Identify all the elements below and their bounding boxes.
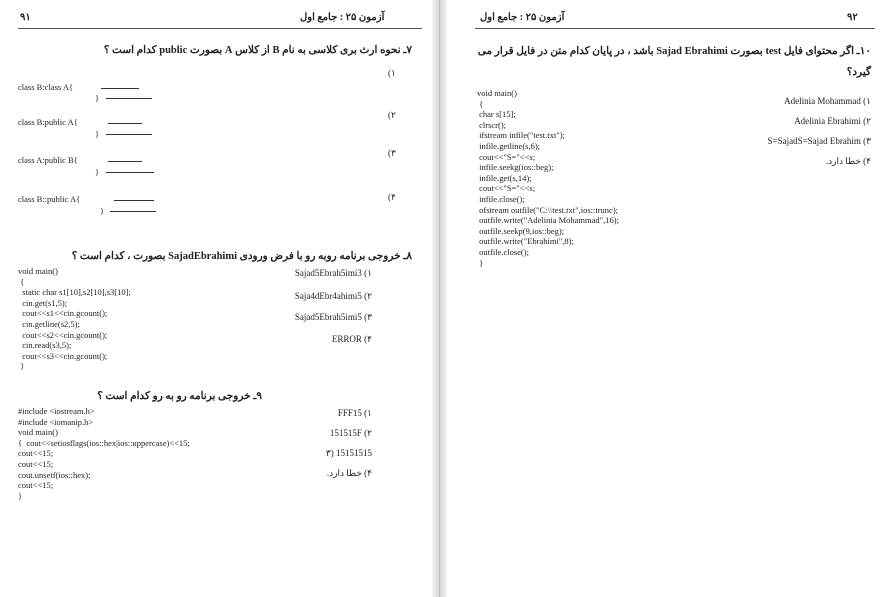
q10-title-line2: گیرد؟ [846, 67, 871, 78]
q10-option-3: S=SajadS=Sajad Ebrahim (۳ [767, 136, 871, 146]
q7-option-4-code: class B::public A{ [18, 194, 81, 204]
q10-title-line1: ۱۰ـ اگر محتوای فایل test بصورت Sajad Ebrahimi باشد ، در پایان کدام متن در فایل قرار می [477, 46, 871, 57]
q10-option-2: Adelinia Ebrahimi (۲ [794, 116, 871, 126]
q7-option-3-close: } [95, 167, 100, 177]
q9-option-1: FFF15 (۱ [337, 408, 372, 418]
q7-title: ۷ـ نحوه ارث بری کلاسی به نام B از کلاس A بصورت public کدام است ؟ [103, 45, 412, 56]
q7-option-4-close: } [100, 206, 105, 216]
left-page [0, 0, 432, 597]
q8-option-4: ERROR (۴ [331, 334, 372, 344]
q7-option-2-num: ۲) [388, 110, 396, 120]
q7-option-4-blank [114, 200, 154, 201]
q10-option-1: Adelinia Mohammad (۱ [784, 96, 871, 106]
q8-code: void main() { static char s1[10],s2[10],s3[10]; cin.get(s1,5); cout<<s1<<cin.gcount(); cin.getline(s2,5); cout<<s2<<cin.gcount(); cin.read(s3,5); cout<<s3<<cin.gcount(); } [18, 266, 131, 372]
q10-code: void main() { char s[15]; clrscr(); ifstream infile("test.txt"); infile.getline(s,6); cout<<"S="<<s; infile.seekg(ios::beg); infile.get(s,14); cout<<"S="<<s; infile.close(); ofstream outfile("C:\\test.txt",ios::trunc); outfile.write("Adelinia Mohammad",16); outfile.seekp(9,ios::beg); outfile.write("Ebrahimi",8); outfile.close(); } [477, 88, 619, 268]
q7-option-3-code: class A:public B{ [18, 155, 78, 165]
right-page-number: ۹۲ [847, 12, 858, 23]
q7-option-2-blank [108, 123, 142, 124]
q7-option-3-num: ۳) [388, 148, 396, 158]
q9-option-2: 151515F (۲ [329, 428, 372, 438]
q9-option-4: ۴) خطا دارد. [326, 468, 372, 478]
q7-option-1-code: class B:class A{ [18, 82, 74, 92]
left-page-number: ۹۱ [20, 12, 31, 23]
q7-option-1-close: } [95, 93, 100, 103]
q8-option-2: Saja4dEbr4ahimi5 (۲ [294, 291, 372, 301]
q10-option-4: ۴) خطا دارد. [825, 156, 871, 166]
q7-option-3-blank [108, 161, 142, 162]
right-header-title: آزمون ۲۵ : جامع اول [480, 12, 565, 23]
q9-code: #include <iostream.h> #include <iomanip.h> void main() { cout<<setiosflags(ios::hex|ios::uppercase)<<15; cout<<15; cout<<15; cout.unsetf(ios::hex); cout<<15; } [18, 406, 190, 501]
left-header-rule [18, 28, 422, 29]
book-spine [432, 0, 447, 597]
q8-option-3: Sajad5Ebrah5imi5 (۳ [294, 312, 372, 322]
q7-option-3-blank2 [106, 172, 154, 173]
q9-title: ۹ـ خروجی برنامه رو به رو کدام است ؟ [97, 391, 262, 402]
q8-title: ۸ـ خروجی برنامه روبه رو با فرض ورودی SajadEbrahimi بصورت ، کدام است ؟ [71, 251, 412, 262]
q9-option-3: 15151515 (۳ [325, 448, 372, 458]
q7-option-1-blank2 [106, 98, 152, 99]
q7-option-1-blank [101, 88, 139, 89]
q7-option-1-num: ۱) [388, 68, 396, 78]
left-header-title: آزمون ۲۵ : جامع اول [300, 12, 385, 23]
q7-option-4-blank2 [110, 211, 156, 212]
q7-option-2-code: class B:public A{ [18, 117, 78, 127]
q7-option-2-blank2 [106, 134, 152, 135]
q7-option-2-close: } [95, 129, 100, 139]
right-header-rule [475, 28, 875, 29]
right-page [447, 0, 893, 597]
q8-option-1: Sajad5Ebrah5imi3 (۱ [294, 268, 372, 278]
q7-option-4-num: ۴) [388, 192, 396, 202]
